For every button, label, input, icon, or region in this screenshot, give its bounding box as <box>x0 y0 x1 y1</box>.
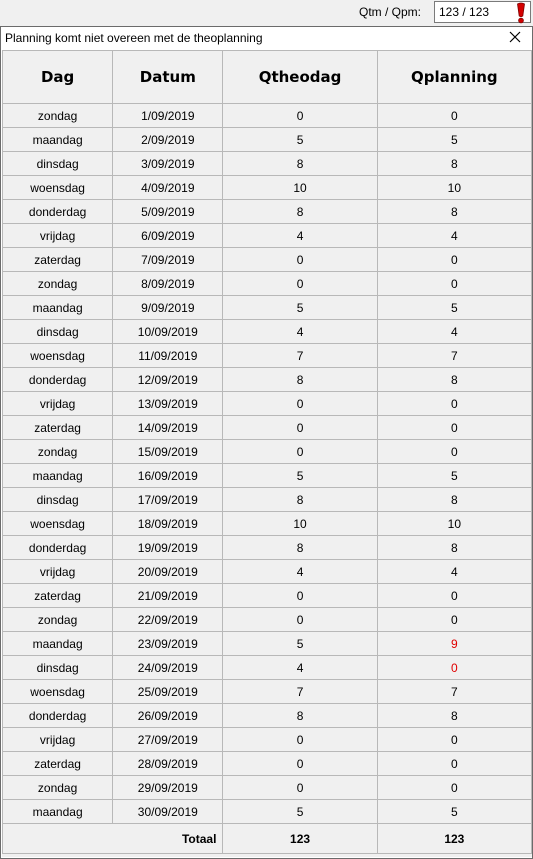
cell-qtheodag: 8 <box>223 704 377 728</box>
cell-qtheodag: 8 <box>223 152 377 176</box>
cell-datum: 26/09/2019 <box>113 704 223 728</box>
table-row[interactable] <box>3 512 532 536</box>
cell-dag: dinsdag <box>3 152 113 176</box>
table-header-row <box>3 51 532 104</box>
cell-qplanning: 10 <box>377 176 531 200</box>
cell-qtheodag: 5 <box>223 632 377 656</box>
cell-datum: 27/09/2019 <box>113 728 223 752</box>
cell-dag: zaterdag <box>3 248 113 272</box>
cell-dag: vrijdag <box>3 392 113 416</box>
cell-dag: zondag <box>3 440 113 464</box>
cell-dag: zondag <box>3 104 113 128</box>
table-row[interactable] <box>3 248 532 272</box>
table-row[interactable] <box>3 392 532 416</box>
cell-dag: woensdag <box>3 176 113 200</box>
cell-qtheodag: 4 <box>223 224 377 248</box>
table-row[interactable] <box>3 680 532 704</box>
cell-datum: 11/09/2019 <box>113 344 223 368</box>
cell-qplanning: 0 <box>377 608 531 632</box>
cell-qtheodag: 0 <box>223 776 377 800</box>
cell-qplanning: 5 <box>377 464 531 488</box>
cell-qtheodag: 8 <box>223 536 377 560</box>
cell-datum: 13/09/2019 <box>113 392 223 416</box>
top-toolbar <box>0 0 533 26</box>
table-row[interactable] <box>3 152 532 176</box>
cell-qplanning: 8 <box>377 488 531 512</box>
table-row[interactable] <box>3 200 532 224</box>
table-row[interactable] <box>3 368 532 392</box>
cell-datum: 9/09/2019 <box>113 296 223 320</box>
cell-datum: 7/09/2019 <box>113 248 223 272</box>
cell-dag: maandag <box>3 800 113 824</box>
cell-qtheodag: 0 <box>223 416 377 440</box>
cell-datum: 16/09/2019 <box>113 464 223 488</box>
table-row[interactable] <box>3 536 532 560</box>
cell-datum: 19/09/2019 <box>113 536 223 560</box>
cell-qplanning: 0 <box>377 752 531 776</box>
cell-qtheodag: 0 <box>223 608 377 632</box>
table-row[interactable] <box>3 344 532 368</box>
cell-qplanning: 0 <box>377 440 531 464</box>
cell-dag: donderdag <box>3 200 113 224</box>
cell-qtheodag: 0 <box>223 728 377 752</box>
cell-qtheodag: 5 <box>223 296 377 320</box>
table-row[interactable] <box>3 488 532 512</box>
cell-datum: 24/09/2019 <box>113 656 223 680</box>
column-header-qtheodag[interactable]: Qtheodag <box>223 51 377 104</box>
table-row[interactable] <box>3 320 532 344</box>
cell-qtheodag: 0 <box>223 272 377 296</box>
cell-datum: 4/09/2019 <box>113 176 223 200</box>
table-row[interactable] <box>3 272 532 296</box>
cell-datum: 28/09/2019 <box>113 752 223 776</box>
planning-grid[interactable] <box>2 50 532 857</box>
cell-qplanning: 0 <box>377 656 531 680</box>
table-row[interactable] <box>3 800 532 824</box>
cell-dag: donderdag <box>3 536 113 560</box>
cell-qtheodag: 7 <box>223 680 377 704</box>
cell-datum: 18/09/2019 <box>113 512 223 536</box>
cell-qtheodag: 7 <box>223 344 377 368</box>
cell-qplanning: 0 <box>377 776 531 800</box>
column-header-datum[interactable]: Datum <box>113 51 223 104</box>
table-row[interactable] <box>3 176 532 200</box>
cell-datum: 2/09/2019 <box>113 128 223 152</box>
cell-datum: 1/09/2019 <box>113 104 223 128</box>
cell-dag: vrijdag <box>3 224 113 248</box>
cell-qplanning: 4 <box>377 224 531 248</box>
table-row[interactable] <box>3 224 532 248</box>
cell-datum: 20/09/2019 <box>113 560 223 584</box>
cell-qplanning: 0 <box>377 416 531 440</box>
cell-qtheodag: 0 <box>223 248 377 272</box>
cell-qtheodag: 4 <box>223 320 377 344</box>
table-row[interactable] <box>3 728 532 752</box>
cell-dag: zondag <box>3 272 113 296</box>
cell-dag: zaterdag <box>3 584 113 608</box>
cell-datum: 12/09/2019 <box>113 368 223 392</box>
qtm-qpm-label: Qtm / Qpm: <box>359 5 422 19</box>
cell-qplanning: 8 <box>377 200 531 224</box>
cell-qtheodag: 8 <box>223 368 377 392</box>
table-row[interactable] <box>3 296 532 320</box>
cell-qplanning: 0 <box>377 104 531 128</box>
cell-datum: 22/09/2019 <box>113 608 223 632</box>
cell-dag: dinsdag <box>3 656 113 680</box>
cell-qplanning: 0 <box>377 392 531 416</box>
total-label: Totaal <box>3 824 223 854</box>
table-row[interactable] <box>3 776 532 800</box>
cell-dag: maandag <box>3 632 113 656</box>
table-row[interactable] <box>3 104 532 128</box>
cell-qtheodag: 8 <box>223 488 377 512</box>
table-row[interactable] <box>3 704 532 728</box>
cell-qtheodag: 0 <box>223 440 377 464</box>
mismatch-dialog <box>0 26 533 859</box>
dialog-title: Planning komt niet overeen met de theoplanning <box>5 31 263 45</box>
cell-datum: 14/09/2019 <box>113 416 223 440</box>
total-qtheodag: 123 <box>223 824 377 854</box>
cell-qplanning: 8 <box>377 536 531 560</box>
cell-qtheodag: 5 <box>223 464 377 488</box>
cell-dag: zaterdag <box>3 416 113 440</box>
cell-dag: zondag <box>3 776 113 800</box>
cell-qplanning: 0 <box>377 728 531 752</box>
cell-qtheodag: 0 <box>223 584 377 608</box>
cell-qplanning: 0 <box>377 272 531 296</box>
cell-qtheodag: 5 <box>223 128 377 152</box>
cell-dag: dinsdag <box>3 320 113 344</box>
cell-dag: zaterdag <box>3 752 113 776</box>
close-icon[interactable] <box>506 28 524 46</box>
dialog-titlebar <box>1 27 532 49</box>
table-row[interactable] <box>3 128 532 152</box>
cell-qtheodag: 4 <box>223 656 377 680</box>
cell-qplanning: 9 <box>377 632 531 656</box>
cell-datum: 6/09/2019 <box>113 224 223 248</box>
cell-qplanning: 0 <box>377 248 531 272</box>
cell-dag: donderdag <box>3 704 113 728</box>
cell-datum: 21/09/2019 <box>113 584 223 608</box>
cell-qplanning: 5 <box>377 128 531 152</box>
table-row[interactable] <box>3 440 532 464</box>
table-row[interactable] <box>3 416 532 440</box>
table-row[interactable] <box>3 560 532 584</box>
cell-dag: woensdag <box>3 680 113 704</box>
cell-dag: maandag <box>3 296 113 320</box>
column-header-qplanning[interactable]: Qplanning <box>377 51 531 104</box>
column-header-dag[interactable]: Dag <box>3 51 113 104</box>
cell-qplanning: 8 <box>377 152 531 176</box>
cell-qtheodag: 0 <box>223 752 377 776</box>
cell-datum: 5/09/2019 <box>113 200 223 224</box>
table-row[interactable] <box>3 632 532 656</box>
cell-qplanning: 10 <box>377 512 531 536</box>
cell-datum: 17/09/2019 <box>113 488 223 512</box>
cell-datum: 25/09/2019 <box>113 680 223 704</box>
cell-qtheodag: 0 <box>223 104 377 128</box>
cell-qplanning: 7 <box>377 344 531 368</box>
cell-dag: zondag <box>3 608 113 632</box>
cell-datum: 10/09/2019 <box>113 320 223 344</box>
cell-datum: 30/09/2019 <box>113 800 223 824</box>
cell-qplanning: 8 <box>377 368 531 392</box>
total-row <box>3 824 532 854</box>
table-body <box>3 104 532 824</box>
cell-qplanning: 4 <box>377 320 531 344</box>
table-row[interactable] <box>3 752 532 776</box>
cell-qplanning: 8 <box>377 704 531 728</box>
table-row[interactable] <box>3 656 532 680</box>
cell-dag: dinsdag <box>3 488 113 512</box>
cell-datum: 23/09/2019 <box>113 632 223 656</box>
cell-dag: woensdag <box>3 344 113 368</box>
table-row[interactable] <box>3 584 532 608</box>
cell-dag: vrijdag <box>3 560 113 584</box>
table-row[interactable] <box>3 608 532 632</box>
cell-qtheodag: 0 <box>223 392 377 416</box>
cell-qtheodag: 8 <box>223 200 377 224</box>
cell-qtheodag: 5 <box>223 800 377 824</box>
cell-dag: donderdag <box>3 368 113 392</box>
total-qplanning: 123 <box>377 824 531 854</box>
cell-qtheodag: 10 <box>223 512 377 536</box>
cell-qplanning: 5 <box>377 800 531 824</box>
planning-table <box>2 50 532 854</box>
cell-qplanning: 4 <box>377 560 531 584</box>
cell-qplanning: 7 <box>377 680 531 704</box>
cell-qtheodag: 4 <box>223 560 377 584</box>
exclamation-icon[interactable] <box>512 2 530 24</box>
cell-dag: maandag <box>3 128 113 152</box>
cell-dag: woensdag <box>3 512 113 536</box>
cell-qplanning: 5 <box>377 296 531 320</box>
cell-qtheodag: 10 <box>223 176 377 200</box>
cell-dag: maandag <box>3 464 113 488</box>
cell-datum: 29/09/2019 <box>113 776 223 800</box>
cell-qplanning: 0 <box>377 584 531 608</box>
cell-dag: vrijdag <box>3 728 113 752</box>
cell-datum: 15/09/2019 <box>113 440 223 464</box>
table-row[interactable] <box>3 464 532 488</box>
cell-datum: 3/09/2019 <box>113 152 223 176</box>
cell-datum: 8/09/2019 <box>113 272 223 296</box>
